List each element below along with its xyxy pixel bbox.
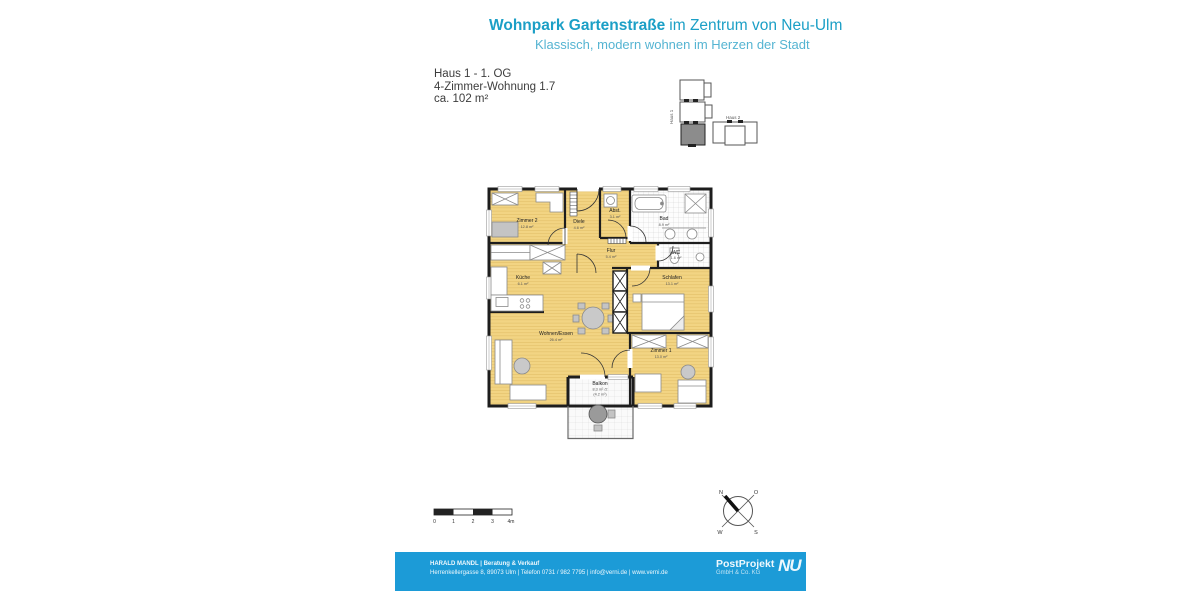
highlighted-unit — [681, 124, 705, 145]
unit-info-house: Haus 1 - 1. OG — [434, 68, 512, 80]
chair — [681, 365, 695, 379]
scale-tick: 1 — [452, 519, 455, 525]
room-label: Diele — [573, 219, 585, 225]
page-title — [489, 17, 842, 35]
room-area: 8.3 m² /2 — [592, 387, 608, 392]
dining-table — [582, 307, 604, 329]
unit-info-area: ca. 102 m² — [434, 93, 489, 105]
contact-name: HARALD MANDL | Beratung & Verkauf — [430, 561, 540, 567]
room-area: 13.1 m² — [665, 282, 679, 286]
room-area: 12.8 m² — [520, 225, 534, 229]
compass-e: O — [753, 490, 759, 496]
haus1-label: Haus 1 — [669, 109, 674, 124]
scale-tick: 4m — [507, 519, 515, 525]
zimmer1-wardrobe2 — [677, 335, 708, 348]
nightstand — [633, 294, 641, 302]
page-subtitle: Klassisch, modern wohnen im Herzen der Stadt — [535, 37, 810, 52]
room-area-note: (4.2 m²) — [593, 392, 607, 397]
wc-sink — [696, 253, 704, 261]
double-bed — [642, 294, 684, 330]
scale-bar — [430, 500, 522, 530]
lounge-chair — [514, 358, 530, 374]
storage-box — [543, 262, 561, 274]
shower — [685, 194, 706, 213]
zimmer1-bed — [678, 380, 706, 403]
room-label: WC — [671, 250, 681, 256]
room-label: Wohnen/Essen — [539, 331, 573, 337]
balcony-table — [589, 405, 607, 423]
sofa — [495, 340, 512, 384]
room-area: 3.1 m² — [609, 215, 621, 219]
room-label: Balkon — [592, 381, 608, 387]
room-label: Zimmer 2 — [516, 218, 538, 224]
washer — [604, 194, 617, 207]
room-area: 26.4 m² — [549, 338, 563, 342]
room-label: Abst. — [609, 208, 621, 214]
room-area: 4.6 m² — [573, 226, 585, 230]
kitchen-sideboard — [530, 245, 565, 260]
bathtub — [632, 195, 666, 212]
haus2-label: Haus 2 — [726, 115, 741, 120]
footer-bar — [395, 552, 806, 591]
contact-block — [430, 560, 668, 577]
room-label: Schlafen — [662, 275, 682, 281]
title-rest: im Zentrum von Neu-Ulm — [669, 17, 843, 34]
shaft — [613, 271, 627, 333]
zimmer2-table — [492, 222, 518, 237]
compass-n: N — [719, 490, 723, 496]
room-area: 6.1 m² — [517, 282, 529, 286]
room-area: 13.0 m² — [654, 355, 668, 359]
company-legal-form: GmbH & Co. KG — [716, 570, 761, 576]
company-logo: NU — [778, 556, 801, 575]
compass-s: S — [754, 530, 758, 536]
room-area: 8.9 m² — [658, 223, 670, 227]
compass-rose — [712, 484, 764, 538]
unit-info-type: 4-Zimmer-Wohnung 1.7 — [434, 80, 556, 93]
unit-info — [434, 68, 555, 106]
scale-tick: 2 — [471, 519, 475, 525]
compass-w: W — [717, 530, 723, 536]
zimmer1-wardrobe — [632, 335, 666, 348]
company-block — [716, 559, 774, 576]
room-area: 1.6 m² — [670, 256, 682, 260]
floor-plan — [478, 182, 714, 444]
scale-tick: 3 — [491, 519, 494, 525]
title-main: Wohnpark Gartenstraße — [489, 17, 666, 34]
room-label: Bad — [659, 216, 669, 222]
sink — [665, 229, 675, 239]
scale-tick: 0 — [433, 519, 436, 525]
zimmer1-couch — [635, 374, 661, 392]
sofa-2 — [510, 385, 546, 400]
sink — [687, 229, 697, 239]
contact-details: Herrenkellergasse 8, 89073 Ulm | Telefon 0731 / 982 7795 | info@verni.de | www.verni.de — [430, 569, 668, 576]
kitchen-fridge — [491, 267, 507, 295]
room-label: Flur — [606, 248, 616, 254]
site-plan — [660, 74, 760, 152]
room-label: Zimmer 1 — [650, 348, 672, 354]
room-area: 5.4 m² — [605, 255, 617, 259]
company-name: PostProjekt — [716, 558, 775, 570]
zimmer2-wardrobe — [492, 193, 518, 205]
room-label: Küche — [515, 275, 531, 281]
